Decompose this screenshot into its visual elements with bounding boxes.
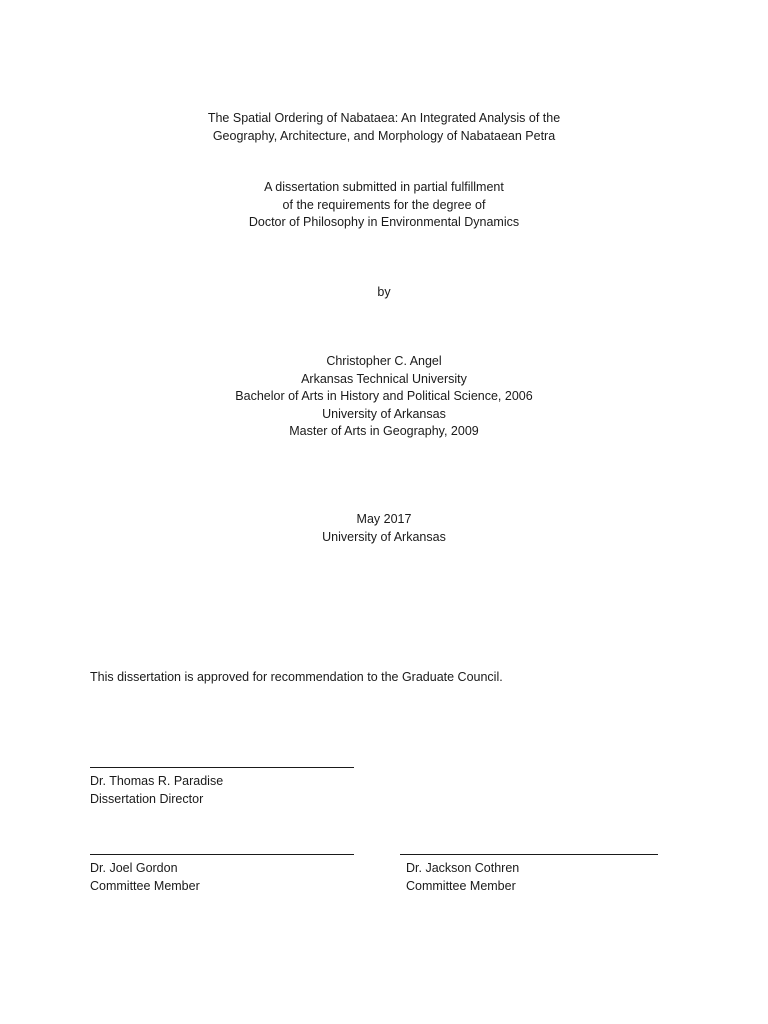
member-left-name: Dr. Joel Gordon [90,861,178,875]
member-right-name: Dr. Jackson Cothren [406,861,520,875]
degree-statement-line-2: of the requirements for the degree of [282,197,486,212]
degree-statement-line-1: A dissertation submitted in partial fulfillment [264,180,504,194]
signature-director [90,767,354,808]
date-university: University of Arkansas [322,529,446,544]
degree-statement-line-3: Doctor of Philosophy in Environmental Dynamics [248,215,520,229]
signature-line [90,767,354,768]
director-role: Dissertation Director [90,791,204,806]
signature-committee-member-right [400,854,658,895]
author-institution-1: Arkansas Technical University [301,371,467,386]
title-line-2: Geography, Architecture, and Morphology of Nabataean Petra [212,128,556,143]
by-text: by [377,285,391,299]
title-line-1: The Spatial Ordering of Nabataea: An Integrated Analysis of the [207,111,561,125]
author-name: Christopher C. Angel [326,354,442,368]
signature-line [400,854,658,855]
author-institution-2: University of Arkansas [322,406,446,421]
submission-date [0,511,768,546]
member-left-role: Committee Member [90,878,200,893]
dissertation-title [0,110,768,145]
approval-statement: This dissertation is approved for recommendation to the Graduate Council. [90,670,503,684]
by-label [0,284,768,302]
signature-committee-member-left [90,854,354,895]
author-credentials [0,353,768,441]
signature-line [90,854,354,855]
date-month-year: May 2017 [356,512,412,526]
member-right-role: Committee Member [406,878,516,893]
author-degree-1: Bachelor of Arts in History and Political Science, 2006 [235,389,533,403]
director-name: Dr. Thomas R. Paradise [90,774,224,788]
author-degree-2: Master of Arts in Geography, 2009 [289,424,479,438]
degree-statement [0,179,768,232]
